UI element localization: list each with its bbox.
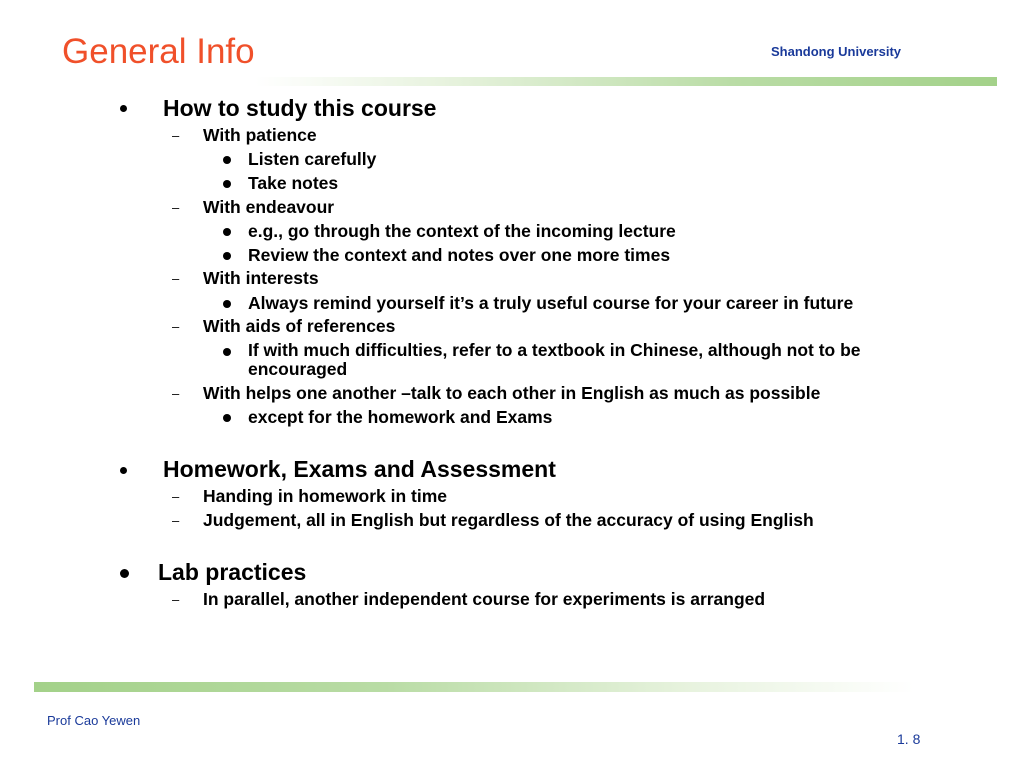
bullet-icon	[223, 252, 231, 260]
list-item: In parallel, another independent course for experiments is arranged	[203, 589, 766, 609]
slide-title: General Info	[62, 32, 255, 71]
bullet-icon	[120, 105, 127, 112]
list-subitem: except for the homework and Exams	[248, 407, 553, 427]
page-number: 1. 8	[897, 731, 921, 747]
bullet-icon	[223, 156, 231, 164]
list-subitem: Always remind yourself it’s a truly useful course for your career in future	[248, 293, 854, 313]
dash-icon: –	[172, 200, 180, 215]
list-item: With aids of references	[203, 316, 396, 336]
list-item: Judgement, all in English but regardless of the accuracy of using English	[203, 510, 814, 530]
list-item: With interests	[203, 268, 319, 288]
dash-icon: –	[172, 592, 180, 607]
bullet-icon	[120, 569, 129, 578]
bullet-icon	[223, 348, 231, 356]
bullet-icon	[120, 467, 127, 474]
dash-icon: –	[172, 386, 180, 401]
dash-icon: –	[172, 271, 180, 286]
institution-name: Shandong University	[771, 44, 902, 59]
list-item: With endeavour	[203, 197, 335, 217]
list-item: Handing in homework in time	[203, 486, 448, 506]
list-subitem: Take notes	[248, 173, 339, 193]
bullet-icon	[223, 228, 231, 236]
header-divider	[255, 77, 997, 86]
footer-divider	[34, 682, 914, 692]
section-heading: How to study this course	[163, 95, 437, 121]
dash-icon: –	[172, 319, 180, 334]
list-subitem: Review the context and notes over one more times	[248, 245, 671, 265]
dash-icon: –	[172, 513, 180, 528]
author-name: Prof Cao Yewen	[47, 713, 141, 728]
list-item: With patience	[203, 125, 317, 145]
bullet-icon	[223, 300, 231, 308]
dash-icon: –	[172, 128, 180, 143]
section-heading: Homework, Exams and Assessment	[163, 456, 556, 482]
list-subitem: e.g., go through the context of the incoming lecture	[248, 221, 676, 241]
dash-icon: –	[172, 489, 180, 504]
list-subitem: If with much difficulties, refer to a textbook in Chinese, although not to be encouraged	[248, 340, 861, 379]
bullet-icon	[223, 414, 231, 422]
list-item: With helps one another –talk to each other in English as much as possible	[203, 383, 821, 403]
bullet-icon	[223, 180, 231, 188]
section-heading: Lab practices	[158, 559, 307, 585]
list-subitem: Listen carefully	[248, 149, 377, 169]
